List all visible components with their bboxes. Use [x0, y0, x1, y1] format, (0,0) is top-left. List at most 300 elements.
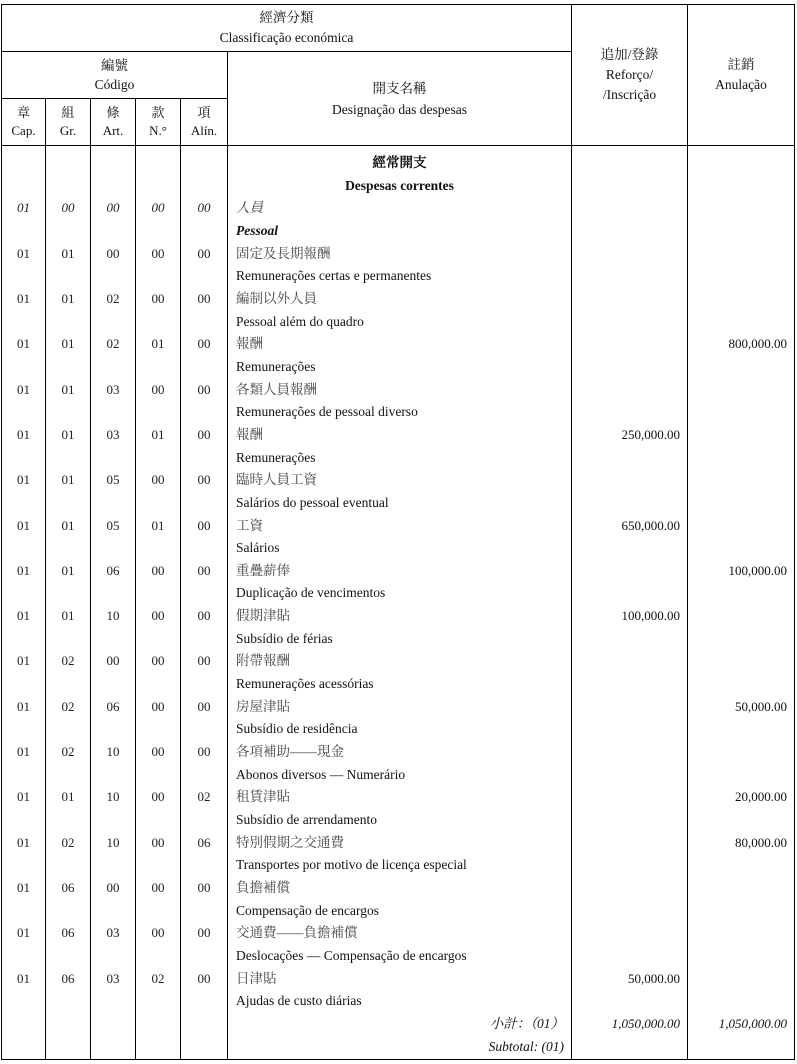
empty-cell — [181, 718, 227, 741]
entry-name-pt: Subsídio de férias — [236, 630, 333, 646]
body-col-cap — [2, 146, 46, 1059]
empty-cell — [572, 175, 687, 198]
empty-cell — [572, 764, 687, 787]
entry-code-art: 00 — [106, 880, 120, 895]
empty-cell — [91, 854, 135, 877]
empty-cell — [572, 356, 687, 379]
entry-code-alin: 00 — [197, 517, 211, 533]
entry-code-alin: 00 — [197, 290, 211, 306]
empty-cell — [688, 854, 794, 877]
entry-code-gr: 02 — [61, 834, 75, 850]
entry-name-zh: 報酬 — [236, 426, 263, 442]
entry-code-n: 00 — [151, 472, 165, 488]
entry-code-n: 00 — [151, 653, 165, 669]
empty-cell — [2, 311, 45, 334]
empty-cell — [688, 900, 794, 923]
empty-cell — [181, 311, 227, 334]
code-title-pt: Código — [94, 77, 135, 92]
empty-cell — [2, 175, 45, 198]
entry-code-art: 06 — [106, 562, 120, 578]
empty-cell — [572, 854, 687, 877]
entry-code-art: 03 — [106, 970, 120, 986]
section-title-pt: Despesas correntes — [345, 177, 454, 193]
empty-cell — [46, 945, 90, 968]
empty-cell — [91, 673, 135, 696]
empty-cell — [572, 492, 687, 515]
empty-cell — [2, 447, 45, 470]
empty-cell — [572, 832, 687, 855]
amount-anulacao: 100,000.00 — [728, 562, 787, 578]
empty-cell — [688, 628, 794, 651]
entry-name-pt: Salários do pessoal eventual — [236, 494, 389, 510]
entry-name-zh: 負擔補償 — [236, 880, 290, 895]
empty-cell — [46, 220, 90, 243]
empty-cell — [136, 220, 180, 243]
empty-cell — [46, 401, 90, 424]
entry-name-pt: Remunerações — [236, 358, 316, 374]
entry-code-cap: 01 — [17, 472, 30, 488]
empty-cell — [91, 764, 135, 787]
empty-cell — [572, 922, 687, 945]
subtotal-label-pt: Subtotal: (01) — [488, 1038, 564, 1054]
entry-name-zh: 編制以外人員 — [236, 290, 317, 306]
entry-code-alin: 02 — [197, 789, 211, 805]
entry-code-n: 01 — [151, 426, 165, 442]
empty-cell — [572, 560, 687, 583]
header-col-n — [136, 99, 181, 145]
entry-code-cap: 01 — [17, 245, 30, 261]
entry-code-art: 00 — [106, 653, 120, 669]
empty-cell — [91, 990, 135, 1013]
empty-cell — [46, 1036, 90, 1059]
empty-cell — [181, 152, 227, 175]
entry-code-alin: 00 — [197, 336, 211, 352]
entry-name-zh: 報酬 — [236, 336, 263, 352]
col-art-zh: 條 — [106, 105, 120, 120]
entry-code-alin: 00 — [197, 381, 211, 397]
empty-cell — [572, 152, 687, 175]
entry-name-pt: Duplicação de vencimentos — [236, 585, 386, 601]
empty-cell — [572, 877, 687, 900]
entry-name-zh: 臨時人員工資 — [236, 472, 317, 488]
entry-code-art: 03 — [106, 381, 120, 397]
empty-cell — [572, 311, 687, 334]
entry-code-cap: 01 — [17, 200, 30, 216]
empty-cell — [181, 582, 227, 605]
entry-code-alin: 00 — [197, 925, 211, 941]
entry-code-gr: 01 — [61, 517, 75, 533]
body-col-reforco — [572, 146, 688, 1059]
header-left-group — [2, 5, 572, 145]
empty-cell — [136, 447, 180, 470]
entry-code-cap: 01 — [17, 834, 30, 850]
empty-cell — [181, 265, 227, 288]
empty-cell — [688, 945, 794, 968]
empty-cell — [2, 628, 45, 651]
empty-cell — [46, 764, 90, 787]
entry-code-gr: 02 — [61, 744, 75, 760]
entry-code-n: 00 — [151, 880, 165, 895]
amount-reforco: 650,000.00 — [621, 517, 680, 533]
entry-name-pt: Pessoal — [236, 222, 278, 238]
empty-cell — [136, 809, 180, 832]
empty-cell — [181, 764, 227, 787]
empty-cell — [688, 718, 794, 741]
entry-code-cap: 01 — [17, 698, 30, 714]
entry-code-alin: 06 — [197, 834, 211, 850]
table-body — [2, 146, 794, 1059]
empty-cell — [688, 265, 794, 288]
empty-cell — [46, 311, 90, 334]
reinforcement-pt-line1: Reforço/ — [605, 67, 654, 82]
empty-cell — [46, 854, 90, 877]
empty-cell — [572, 673, 687, 696]
entry-code-n: 00 — [151, 200, 165, 216]
empty-cell — [46, 492, 90, 515]
empty-cell — [2, 854, 45, 877]
entry-code-gr: 01 — [61, 562, 75, 578]
entry-name-pt: Pessoal além do quadro — [236, 313, 364, 329]
economic-classification-zh: 經濟分類 — [259, 10, 314, 25]
empty-cell — [136, 628, 180, 651]
empty-cell — [2, 673, 45, 696]
empty-cell — [181, 900, 227, 923]
empty-cell — [46, 152, 90, 175]
col-gr-zh: 組 — [61, 105, 75, 120]
entry-name-zh: 各類人員報酬 — [236, 381, 317, 397]
amount-anulacao: 800,000.00 — [728, 336, 787, 352]
empty-cell — [572, 333, 687, 356]
empty-cell — [46, 900, 90, 923]
entry-code-art: 10 — [106, 789, 120, 805]
entry-code-n: 00 — [151, 925, 165, 941]
empty-cell — [2, 492, 45, 515]
empty-cell — [2, 152, 45, 175]
empty-cell — [688, 968, 794, 991]
entry-code-art: 05 — [106, 517, 120, 533]
empty-cell — [91, 582, 135, 605]
empty-cell — [688, 877, 794, 900]
code-title-zh: 編號 — [101, 58, 128, 73]
empty-cell — [136, 1036, 180, 1059]
header-col-art — [91, 99, 136, 145]
col-alin-zh: 項 — [197, 105, 211, 120]
entry-code-art: 02 — [106, 290, 120, 306]
empty-cell — [688, 356, 794, 379]
empty-cell — [688, 605, 794, 628]
entry-code-alin: 00 — [197, 744, 211, 760]
empty-cell — [91, 537, 135, 560]
empty-cell — [46, 673, 90, 696]
empty-cell — [688, 197, 794, 220]
body-col-anulacao — [688, 146, 794, 1059]
entry-name-pt: Deslocações — Compensação de encargos — [236, 947, 467, 963]
empty-cell — [688, 288, 794, 311]
empty-cell — [572, 447, 687, 470]
entry-name-pt: Remunerações acessórias — [236, 676, 374, 692]
amount-reforco: 100,000.00 — [621, 608, 680, 624]
reinforcement-zh: 追加/登錄 — [600, 47, 659, 62]
body-col-art — [91, 146, 136, 1059]
empty-cell — [181, 1036, 227, 1059]
entry-code-alin: 00 — [197, 698, 211, 714]
empty-cell — [91, 1036, 135, 1059]
entry-code-art: 03 — [106, 426, 120, 442]
empty-cell — [688, 537, 794, 560]
entry-code-alin: 00 — [197, 653, 211, 669]
body-col-alin — [181, 146, 228, 1059]
empty-cell — [572, 220, 687, 243]
entry-code-gr: 01 — [61, 472, 75, 488]
entry-code-alin: 00 — [197, 245, 211, 261]
economic-classification-pt: Classificação económica — [219, 30, 354, 45]
entry-code-art: 10 — [106, 608, 120, 624]
entry-name-zh: 交通費——負擔補償 — [236, 925, 358, 941]
empty-cell — [136, 945, 180, 968]
col-n-pt: N.° — [149, 123, 167, 138]
empty-cell — [91, 152, 135, 175]
empty-cell — [181, 809, 227, 832]
entry-code-gr: 00 — [61, 200, 75, 216]
empty-cell — [181, 854, 227, 877]
entry-code-art: 10 — [106, 744, 120, 760]
entry-name-pt: Salários — [236, 540, 280, 556]
entry-code-n: 00 — [151, 744, 165, 760]
entry-code-n: 00 — [151, 562, 165, 578]
empty-cell — [181, 628, 227, 651]
empty-cell — [181, 1013, 227, 1036]
empty-cell — [572, 628, 687, 651]
entry-code-gr: 02 — [61, 698, 75, 714]
entry-code-gr: 01 — [61, 290, 75, 306]
amount-reforco: 50,000.00 — [628, 970, 680, 986]
entry-code-cap: 01 — [17, 290, 30, 306]
empty-cell — [572, 1036, 687, 1059]
entry-code-n: 00 — [151, 245, 165, 261]
entry-name-zh: 工資 — [236, 517, 263, 533]
header-code-group — [2, 52, 228, 145]
empty-cell — [572, 288, 687, 311]
amount-anulacao: 20,000.00 — [735, 789, 787, 805]
col-gr-pt: Gr. — [59, 123, 77, 138]
empty-cell — [688, 1036, 794, 1059]
header-code-title — [2, 52, 227, 99]
empty-cell — [572, 786, 687, 809]
entry-code-cap: 01 — [17, 970, 30, 986]
empty-cell — [688, 152, 794, 175]
entry-code-alin: 00 — [197, 970, 211, 986]
entry-name-zh: 假期津貼 — [236, 608, 290, 624]
empty-cell — [136, 718, 180, 741]
cancellation-zh: 註銷 — [727, 57, 755, 72]
entry-code-alin: 00 — [197, 608, 211, 624]
reinforcement-pt-line2: /Inscrição — [602, 87, 657, 102]
entry-code-cap: 01 — [17, 608, 30, 624]
entry-code-gr: 02 — [61, 653, 75, 669]
header-economic-classification — [2, 5, 571, 52]
empty-cell — [572, 265, 687, 288]
empty-cell — [181, 990, 227, 1013]
entry-code-gr: 01 — [61, 245, 75, 261]
empty-cell — [572, 582, 687, 605]
empty-cell — [136, 537, 180, 560]
entry-code-cap: 01 — [17, 381, 30, 397]
empty-cell — [688, 175, 794, 198]
empty-cell — [2, 265, 45, 288]
empty-cell — [181, 175, 227, 198]
empty-cell — [136, 854, 180, 877]
empty-cell — [136, 175, 180, 198]
empty-cell — [2, 764, 45, 787]
empty-cell — [46, 1013, 90, 1036]
empty-cell — [91, 809, 135, 832]
empty-cell — [181, 492, 227, 515]
empty-cell — [2, 945, 45, 968]
empty-cell — [2, 401, 45, 424]
entry-code-gr: 01 — [61, 426, 75, 442]
empty-cell — [572, 401, 687, 424]
entry-name-pt: Compensação de encargos — [236, 902, 379, 918]
empty-cell — [136, 492, 180, 515]
entry-code-alin: 00 — [197, 472, 211, 488]
empty-cell — [2, 718, 45, 741]
body-col-gr — [46, 146, 91, 1059]
empty-cell — [91, 447, 135, 470]
col-art-pt: Art. — [102, 123, 124, 138]
empty-cell — [2, 809, 45, 832]
entry-code-alin: 00 — [197, 426, 211, 442]
empty-cell — [2, 356, 45, 379]
empty-cell — [136, 1013, 180, 1036]
empty-cell — [688, 220, 794, 243]
empty-cell — [136, 401, 180, 424]
entry-code-alin: 00 — [197, 562, 211, 578]
entry-name-pt: Remunerações de pessoal diverso — [236, 404, 418, 420]
empty-cell — [181, 401, 227, 424]
body-col-designation — [228, 146, 572, 1059]
empty-cell — [688, 650, 794, 673]
entry-code-gr: 06 — [61, 880, 75, 895]
entry-code-gr: 01 — [61, 789, 75, 805]
empty-cell — [46, 356, 90, 379]
entry-name-pt: Ajudas de custo diárias — [236, 993, 362, 1009]
entry-code-art: 10 — [106, 834, 120, 850]
entry-code-art: 03 — [106, 925, 120, 941]
entry-name-zh: 重疊薪俸 — [236, 562, 290, 578]
entry-name-zh: 日津貼 — [236, 970, 277, 986]
entry-name-pt: Abonos diversos — Numerário — [236, 766, 406, 782]
col-n-zh: 款 — [151, 105, 165, 120]
empty-cell — [181, 945, 227, 968]
table-header — [2, 5, 794, 146]
empty-cell — [2, 537, 45, 560]
empty-cell — [181, 447, 227, 470]
entry-code-gr: 01 — [61, 336, 75, 352]
entry-name-zh: 特別假期之交通費 — [236, 834, 344, 850]
empty-cell — [572, 900, 687, 923]
empty-cell — [136, 582, 180, 605]
entry-name-zh: 各項補助——現金 — [236, 744, 344, 760]
empty-cell — [136, 990, 180, 1013]
header-code-columns — [2, 99, 227, 145]
empty-cell — [46, 718, 90, 741]
empty-cell — [688, 469, 794, 492]
entry-name-pt: Remunerações — [236, 449, 316, 465]
entry-name-zh: 人員 — [236, 200, 263, 216]
empty-cell — [91, 900, 135, 923]
empty-cell — [91, 1013, 135, 1036]
empty-cell — [688, 401, 794, 424]
empty-cell — [136, 311, 180, 334]
empty-cell — [46, 537, 90, 560]
empty-cell — [2, 1013, 45, 1036]
empty-cell — [46, 990, 90, 1013]
empty-cell — [91, 175, 135, 198]
empty-cell — [2, 900, 45, 923]
empty-cell — [91, 945, 135, 968]
empty-cell — [46, 447, 90, 470]
empty-cell — [181, 673, 227, 696]
empty-cell — [572, 197, 687, 220]
entry-code-n: 00 — [151, 698, 165, 714]
entry-code-gr: 06 — [61, 925, 75, 941]
empty-cell — [91, 311, 135, 334]
entry-code-gr: 01 — [61, 608, 75, 624]
entry-code-cap: 01 — [17, 653, 30, 669]
empty-cell — [688, 492, 794, 515]
entry-code-gr: 01 — [61, 381, 75, 397]
entry-name-pt: Subsídio de arrendamento — [236, 812, 377, 828]
col-cap-zh: 章 — [16, 105, 30, 120]
entry-code-cap: 01 — [17, 517, 30, 533]
empty-cell — [2, 990, 45, 1013]
subtotal-label-zh: 小計：（01） — [489, 1015, 564, 1031]
entry-code-alin: 00 — [197, 200, 211, 216]
entry-code-cap: 01 — [17, 925, 30, 941]
entry-code-n: 01 — [151, 517, 165, 533]
empty-cell — [46, 265, 90, 288]
header-designation — [228, 52, 571, 145]
entry-code-art: 02 — [106, 336, 120, 352]
empty-cell — [91, 492, 135, 515]
budget-appropriation-table — [1, 4, 795, 1060]
entry-name-zh: 租賃津貼 — [236, 789, 290, 805]
entry-name-zh: 附帶報酬 — [236, 653, 290, 669]
empty-cell — [572, 469, 687, 492]
entry-code-art: 00 — [106, 200, 120, 216]
empty-cell — [91, 401, 135, 424]
entry-code-n: 00 — [151, 834, 165, 850]
empty-cell — [572, 945, 687, 968]
empty-cell — [181, 220, 227, 243]
empty-cell — [136, 764, 180, 787]
empty-cell — [688, 379, 794, 402]
header-middle-row — [2, 52, 571, 145]
header-col-cap — [2, 99, 46, 145]
amount-reforco: 250,000.00 — [621, 426, 680, 442]
empty-cell — [572, 990, 687, 1013]
empty-cell — [688, 582, 794, 605]
col-alin-pt: Alín. — [190, 123, 218, 138]
section-title-zh: 經常開支 — [372, 155, 427, 170]
empty-cell — [46, 628, 90, 651]
empty-cell — [181, 356, 227, 379]
empty-cell — [136, 356, 180, 379]
entry-code-cap: 01 — [17, 336, 30, 352]
entry-name-pt: Remunerações certas e permanentes — [236, 268, 432, 284]
empty-cell — [572, 696, 687, 719]
empty-cell — [2, 220, 45, 243]
